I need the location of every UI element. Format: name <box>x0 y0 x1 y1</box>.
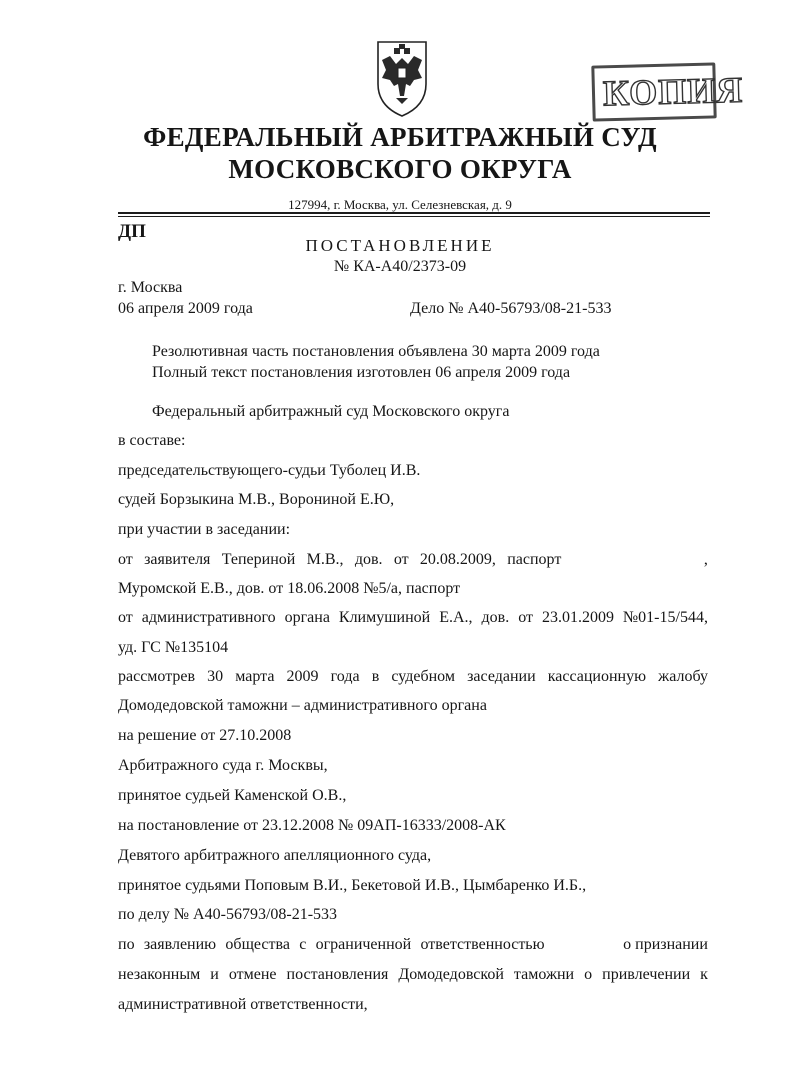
case-number: Дело № А40-56793/08-21-533 <box>410 300 612 317</box>
resolution-announced: Резолютивная часть постановления объявлена 30 марта 2009 года <box>152 343 600 360</box>
appellant: Домодедовской таможни – административного органа <box>118 697 487 714</box>
composition-label: в составе: <box>118 432 186 449</box>
appeal-judges: принятое судьями Поповым В.И., Бекетовой И.В., Цымбаренко И.Б., <box>118 877 587 894</box>
word: 20.08.2009, <box>419 551 496 568</box>
participation-label: при участии в заседании: <box>118 521 291 538</box>
word: и <box>210 966 219 983</box>
court-address: 127994, г. Москва, ул. Селезневская, д. 9 <box>288 197 512 212</box>
redacted-gap <box>573 551 693 569</box>
word: административного <box>141 609 276 626</box>
word: от <box>518 609 533 626</box>
redacted-gap <box>554 936 614 954</box>
first-court: Арбитражного суда г. Москвы, <box>118 757 328 774</box>
word: паспорт <box>507 551 562 568</box>
appeal-ruling: на постановление от 23.12.2008 № 09АП-16333/2008-АК <box>118 817 506 834</box>
document-city: г. Москва <box>118 279 183 296</box>
word: ограниченной <box>315 936 412 953</box>
word: в <box>371 668 380 685</box>
case-reference: по делу № А40-56793/08-21-533 <box>118 906 338 923</box>
document-number: № КА-А40/2373-09 <box>333 258 467 275</box>
court-name-line2: МОСКОВСКОГО ОКРУГА <box>228 154 572 184</box>
claim-line-2 <box>118 966 708 984</box>
word: кассационную <box>547 668 647 685</box>
word: от <box>118 609 133 626</box>
applicant-rep-line <box>118 551 708 569</box>
word: 30 <box>207 668 224 685</box>
word: М.В., <box>306 551 344 568</box>
first-judge: принятое судьей Каменской О.В., <box>118 787 347 804</box>
appeal-court: Девятого арбитражного апелляционного суда, <box>118 847 432 864</box>
claim-line-3: административной ответственности, <box>118 996 368 1013</box>
considered-line <box>118 668 708 686</box>
word: постановления <box>286 966 389 983</box>
document-code: ДП <box>118 221 146 242</box>
word: отмене <box>228 966 277 983</box>
word: таможни <box>513 966 575 983</box>
word: заявлению <box>143 936 217 953</box>
decision: на решение от 27.10.2008 <box>118 727 292 744</box>
word: Тепериной <box>221 551 296 568</box>
word: марта <box>235 668 275 685</box>
word: органа <box>284 609 330 626</box>
copy-stamp-text: КОПИЯ <box>602 69 744 114</box>
word: рассмотрев <box>118 668 196 685</box>
admin-rep-id: уд. ГС №135104 <box>118 639 229 656</box>
header-rule-thick <box>118 212 710 214</box>
header-rule-thin <box>118 216 710 217</box>
word: ответственностью <box>420 936 545 953</box>
court-paragraph: Федеральный арбитражный суд Московского округа <box>152 403 510 420</box>
word: дов. <box>354 551 383 568</box>
word: по <box>118 936 135 953</box>
word: о <box>584 966 593 983</box>
court-name-line1: ФЕДЕРАЛЬНЫЙ АРБИТРАЖНЫЙ СУД <box>143 122 657 152</box>
word: заявителя <box>144 551 211 568</box>
presiding-judge: председательствующего-судьи Туболец И.В. <box>118 462 421 479</box>
word: судебном <box>391 668 455 685</box>
word: Домодедовской <box>398 966 504 983</box>
word: дов. <box>481 609 510 626</box>
word: от <box>393 551 409 568</box>
word: к <box>700 966 708 983</box>
judges: судей Борзыкина М.В., Ворониной Е.Ю, <box>118 491 395 508</box>
word: заседании <box>467 668 536 685</box>
word: года <box>330 668 360 685</box>
coat-of-arms-icon <box>372 40 432 118</box>
word: Е.А., <box>439 609 473 626</box>
copy-stamp <box>591 62 744 121</box>
word: , <box>703 551 708 568</box>
full-text-prepared: Полный текст постановления изготовлен 06 апреля 2009 года <box>152 364 571 381</box>
word: Климушиной <box>338 609 431 626</box>
word: о признании <box>623 936 708 953</box>
document-title: ПОСТАНОВЛЕНИЕ <box>305 236 495 255</box>
word: 2009 <box>286 668 319 685</box>
word: от <box>118 551 133 568</box>
word: №01-15/544, <box>622 609 708 626</box>
word: 23.01.2009 <box>541 609 614 626</box>
applicant-rep-2: Муромской Е.В., дов. от 18.06.2008 №5/а, паспорт <box>118 580 461 597</box>
claim-line-1 <box>118 936 708 954</box>
word: привлечении <box>602 966 691 983</box>
admin-rep-line <box>118 609 708 627</box>
word: с <box>299 936 307 953</box>
document-date: 06 апреля 2009 года <box>118 300 253 317</box>
word: незаконным <box>118 966 201 983</box>
word: общества <box>225 936 290 953</box>
word: жалобу <box>658 668 708 685</box>
